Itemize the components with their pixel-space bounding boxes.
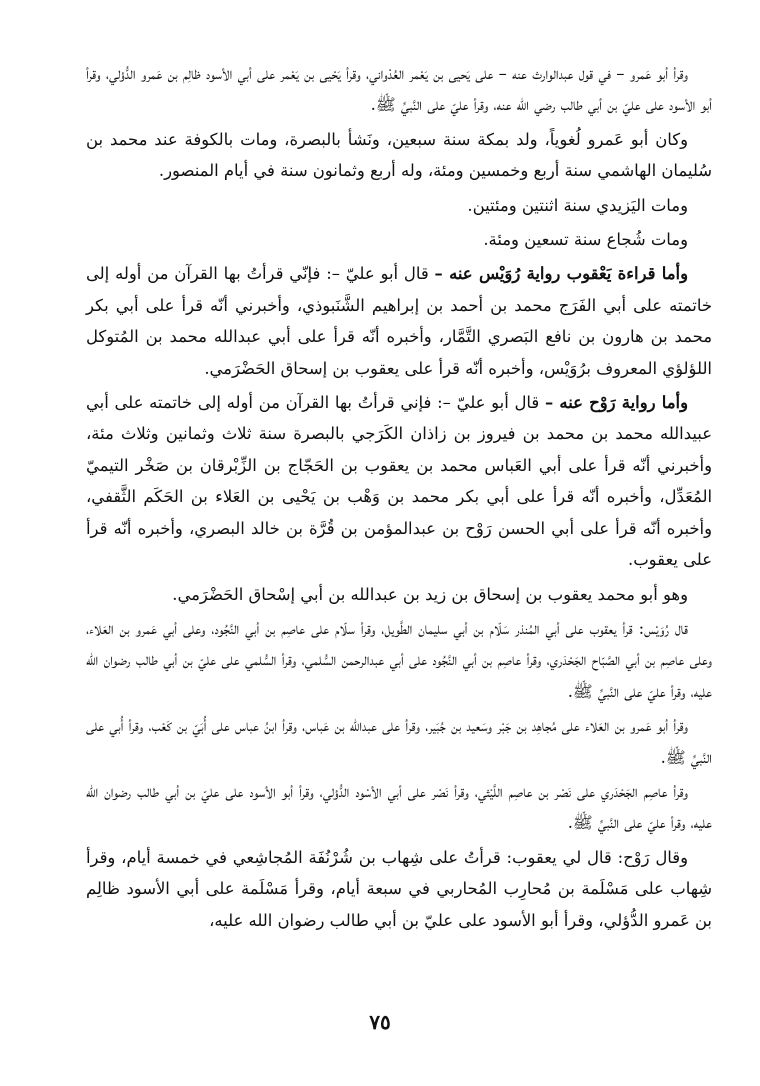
paragraph-8: قال رُوَيْس: قرأ يعقوب على أبي المُنذر سَلّام بن أبي سليمان الطَّويل، وقرأ سلّام على عاصِم بن أبي النَّجُود، وعلى أبي عَمرو بن العَلاء، وعلى عاصِم بن أبي الصَّبّاح الجَحْدَري، وقرأ عاصِم بن أبي النَّجُود على أبي عبدالرحمن السُّلمي، وقرأ السُّلمي على عليّ بن أبي طالب رضوان الله عليه، وقرأ عليّ على النَّبيِّ ﷺ. — [86, 618, 712, 701]
paragraph-3: ومات اليَزيدي سنة اثنتين ومئتين. — [467, 195, 688, 215]
paragraph-4: ومات شُجاع سنة تسعين ومئة. — [483, 230, 688, 250]
paragraph-10: وقرأ عاصِم الجَحْدَري على نَصْر بن عاصِم اللَّيْثي، وقرأ نَصْر على أبي الأسْود الدُّؤلي، وقرأ أبو الأسود على عليّ بن أبي طالب رضوان الله عليه، وقرأ عليّ على النَّبيِّ ﷺ. — [86, 781, 712, 833]
section-heading-ruways: وأما قراءة يَعْقوب رواية رُوَيْس عنه – — [434, 264, 688, 284]
section-heading-rawh: وأما رواية رَوْح عنه – — [544, 393, 689, 413]
paragraph-9: وقرأ أبو عَمرو بن العَلاء على مُجاهِد بن جَبْر وسَعيد بن جُبَير، وقرأ على عبدالله بن عَباس، وقرأ ابنُ عباس على أُبَيّ بن كَعْب، وقرأ أُبي على النَّبيِّ ﷺ. — [86, 716, 712, 767]
paragraph-5 — [86, 258, 712, 384]
page-number: ٧٥ — [369, 1010, 391, 1034]
paragraph-11: وقال رَوْح: قال لي يعقوب: قرأتُ على شِهاب بن شُرْنُفَة المُجاشِعي في خمسة أيام، وقرأ شِهاب على مَسْلَمة بن مُحارِب المُحاربي في سبعة أيام، وقرأ مَسْلَمة على أبي الأسود ظالِم بن عَمرو الدُّؤلي، وقرأ أبو الأسود على عليّ بن أبي طالب رضوان الله عليه، — [86, 847, 712, 930]
paragraph-5-body: قال أبو عليّ –: فإنّي قرأتُ بها القرآن من أوله إلى خاتمته على أبي الفَرَج محمد بن أحمد بن إبراهيم الشَّنَبوذي، وأخبرني أنّه قرأ على أبي بكر محمد بن هارون بن نافع البَصري التَّمَّار، وأخبره أنّه قرأ على أبي عبدالله محمد بن المُتوكل اللؤلؤي المعروف برُوَيْس، وأخبره أنّه قرأ على يعقوب بن إسحاق الحَضْرَمي. — [86, 264, 712, 378]
paragraph-1: وقرأ أبو عَمرو – في قول عبدالوارث عنه – على يَحيى بن يَعْمر العُدْواني، وقرأ يَحْيى بن يَعْمر على أبي الأسود ظالِم بن عَمرو الدُّؤلي، وقرأ أبو الأسود على عليّ بن أبي طالب رضي الله عنه، وقرأ عليّ على النَّبيِّ ﷺ. — [86, 64, 712, 115]
paragraph-7: وهو أبو محمد يعقوب بن إسحاق بن زيد بن عبدالله بن أبي إسْحاق الحَضْرَمي. — [172, 584, 688, 604]
page-body-text — [86, 58, 712, 939]
paragraph-6 — [86, 387, 712, 575]
paragraph-6-body: قال أبو عليّ –: فإني قرأتُ بها القرآن من أوله إلى خاتمته على أبي عبيدالله محمد بن محمد بن فيروز بن زاذان الكَرَجي بالبصرة سنة ثلاث وثمانين وثلاث مئة، وأخبرني أنّه قرأ على أبي العَباس محمد بن يعقوب بن الحَجّاج بن الزِّبْرقان بن صَخْر التيميّ المُعَدِّل، وأخبره أنّه قرأ على أبي بكر محمد بن وَهْب بن يَحْيى بن العَلاء بن الحَكَم الثَّقفي، وأخبره أنّه قرأ على أبي الحسن رَوْح بن عبدالمؤمن بن قُرَّة بن خالد البصري، وأخبره أنّه قرأ على يعقوب. — [86, 393, 712, 570]
paragraph-2: وكان أبو عَمرو لُغوياً، ولد بمكة سنة سبعين، ونَشأ بالبصرة، ومات بالكوفة عند محمد بن سُليمان الهاشمي سنة أربع وخمسين ومئة، وله أربع وثمانون سنة في أيام المنصور. — [86, 129, 712, 181]
